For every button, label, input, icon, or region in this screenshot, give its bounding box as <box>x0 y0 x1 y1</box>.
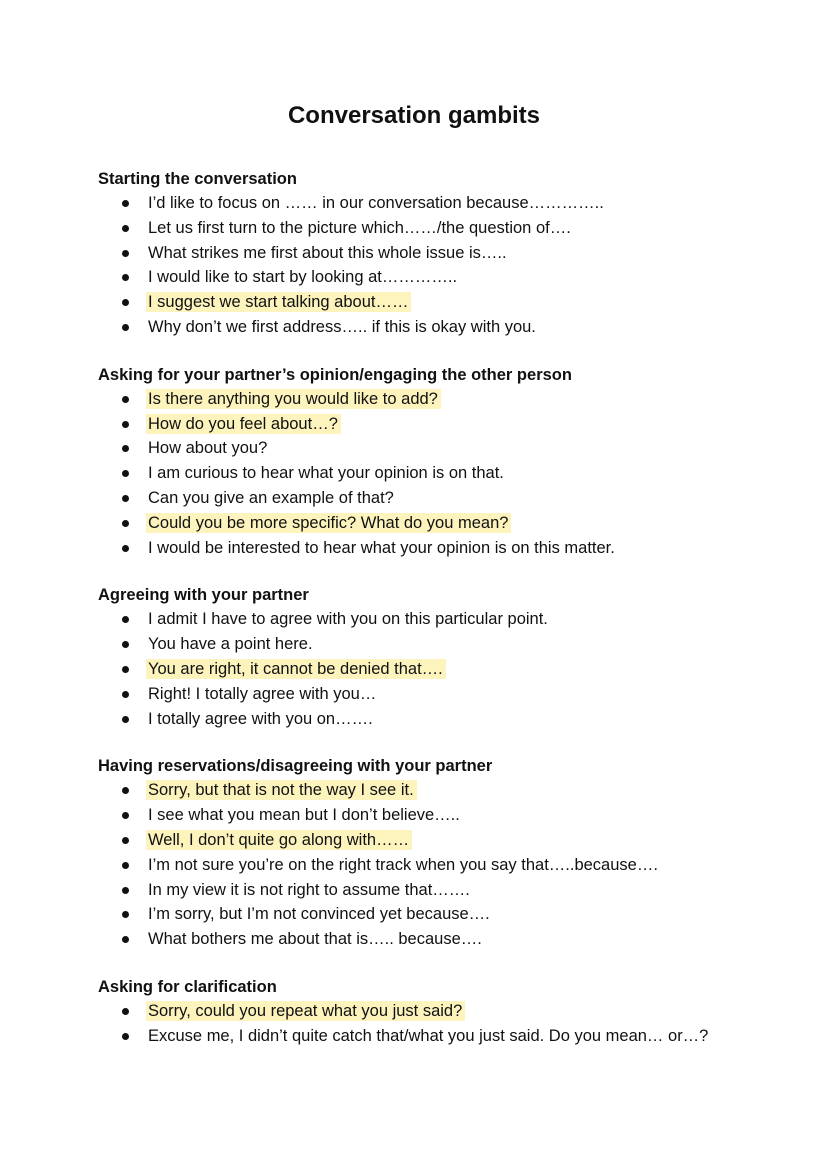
phrase-item <box>98 290 738 315</box>
bullet-icon <box>122 862 129 869</box>
phrase-text: I would be interested to hear what your opinion is on this matter. <box>148 538 615 557</box>
phrase-text: Right! I totally agree with you… <box>148 684 377 703</box>
bullet-icon <box>122 445 129 452</box>
phrase-item <box>98 902 738 927</box>
bullet-icon <box>122 299 129 306</box>
document-body <box>98 167 738 1072</box>
highlighted-phrase-text: How do you feel about…? <box>146 414 341 434</box>
phrase-text: I totally agree with you on……. <box>148 709 373 728</box>
bullet-icon <box>122 1033 129 1040</box>
phrase-text: How about you? <box>148 439 268 458</box>
bullet-icon <box>122 837 129 844</box>
bullet-icon <box>122 495 129 502</box>
bullet-icon <box>122 616 129 623</box>
section-having-reservations-disagreeing-with-your-partner <box>98 754 738 952</box>
highlighted-phrase-text: Sorry, could you repeat what you just said? <box>146 1001 465 1021</box>
phrase-text: Excuse me, I didn’t quite catch that/what you just said. Do you mean… or…? <box>148 1026 709 1045</box>
phrase-item <box>98 878 738 903</box>
section-heading: Having reservations/disagreeing with your partner <box>98 757 493 776</box>
section-starting-the-conversation <box>98 167 738 340</box>
phrase-item <box>98 707 738 732</box>
bullet-icon <box>122 250 129 257</box>
phrase-item <box>98 511 738 536</box>
highlighted-phrase-text: Is there anything you would like to add? <box>146 389 441 409</box>
phrase-list <box>98 999 738 1049</box>
phrase-item <box>98 999 738 1024</box>
section-asking-for-your-partner-s-opinion-engaging-the-other-person <box>98 363 738 561</box>
phrase-item <box>98 461 738 486</box>
section-heading: Starting the conversation <box>98 170 297 188</box>
phrase-text: I see what you mean but I don’t believe….. <box>148 806 460 825</box>
phrase-text: I’m sorry, but I’m not convinced yet because…. <box>148 905 490 924</box>
bullet-icon <box>122 936 129 943</box>
bullet-icon <box>122 545 129 552</box>
bullet-icon <box>122 887 129 894</box>
bullet-icon <box>122 421 129 428</box>
phrase-list <box>98 778 738 952</box>
highlighted-phrase-text: You are right, it cannot be denied that…. <box>146 659 446 679</box>
phrase-item <box>98 536 738 561</box>
phrase-text: I am curious to hear what your opinion is on that. <box>148 464 504 483</box>
phrase-text: Why don’t we first address….. if this is okay with you. <box>148 317 536 336</box>
bullet-icon <box>122 225 129 232</box>
phrase-text: I would like to start by looking at………….. <box>148 268 458 287</box>
section-heading: Asking for your partner’s opinion/engaging the other person <box>98 365 572 384</box>
phrase-text: What strikes me first about this whole issue is….. <box>148 243 507 262</box>
bullet-icon <box>122 691 129 698</box>
phrase-item <box>98 436 738 461</box>
bullet-icon <box>122 1008 129 1015</box>
phrase-list <box>98 387 738 561</box>
phrase-item <box>98 682 738 707</box>
phrase-item <box>98 778 738 803</box>
section-heading: Agreeing with your partner <box>98 586 309 605</box>
phrase-item <box>98 927 738 952</box>
phrase-item <box>98 412 738 437</box>
phrase-text: I’m not sure you’re on the right track when you say that…..because…. <box>148 855 658 874</box>
bullet-icon <box>122 520 129 527</box>
phrase-item <box>98 191 738 216</box>
phrase-text: Let us first turn to the picture which……/the question of…. <box>148 218 571 237</box>
phrase-list <box>98 607 738 731</box>
phrase-item <box>98 216 738 241</box>
phrase-text: I admit I have to agree with you on this particular point. <box>148 610 548 629</box>
bullet-icon <box>122 666 129 673</box>
phrase-item <box>98 632 738 657</box>
bullet-icon <box>122 324 129 331</box>
phrase-item <box>98 828 738 853</box>
page-title: Conversation gambits <box>287 102 541 129</box>
section-heading: Asking for clarification <box>98 977 277 996</box>
phrase-text: You have a point here. <box>148 635 313 654</box>
phrase-item <box>98 657 738 682</box>
bullet-icon <box>122 200 129 207</box>
phrase-item <box>98 486 738 511</box>
phrase-item <box>98 387 738 412</box>
phrase-item <box>98 1024 738 1049</box>
section-agreeing-with-your-partner <box>98 583 738 731</box>
phrase-text: What bothers me about that is….. because…. <box>148 930 482 949</box>
phrase-item <box>98 241 738 266</box>
highlighted-phrase-text: I suggest we start talking about…… <box>146 292 411 312</box>
section-asking-for-clarification <box>98 975 738 1049</box>
bullet-icon <box>122 274 129 281</box>
bullet-icon <box>122 787 129 794</box>
bullet-icon <box>122 470 129 477</box>
phrase-list <box>98 191 738 340</box>
phrase-text: I’d like to focus on …… in our conversation because………….. <box>148 194 604 212</box>
highlighted-phrase-text: Well, I don’t quite go along with…… <box>146 830 412 850</box>
phrase-item <box>98 265 738 290</box>
bullet-icon <box>122 812 129 819</box>
bullet-icon <box>122 641 129 648</box>
bullet-icon <box>122 396 129 403</box>
highlighted-phrase-text: Sorry, but that is not the way I see it. <box>146 780 417 800</box>
phrase-text: In my view it is not right to assume that……. <box>148 880 470 899</box>
phrase-text: Can you give an example of that? <box>148 488 394 507</box>
highlighted-phrase-text: Could you be more specific? What do you mean? <box>146 513 511 533</box>
bullet-icon <box>122 911 129 918</box>
bullet-icon <box>122 716 129 723</box>
phrase-item <box>98 607 738 632</box>
phrase-item <box>98 803 738 828</box>
phrase-item <box>98 853 738 878</box>
phrase-item <box>98 315 738 340</box>
